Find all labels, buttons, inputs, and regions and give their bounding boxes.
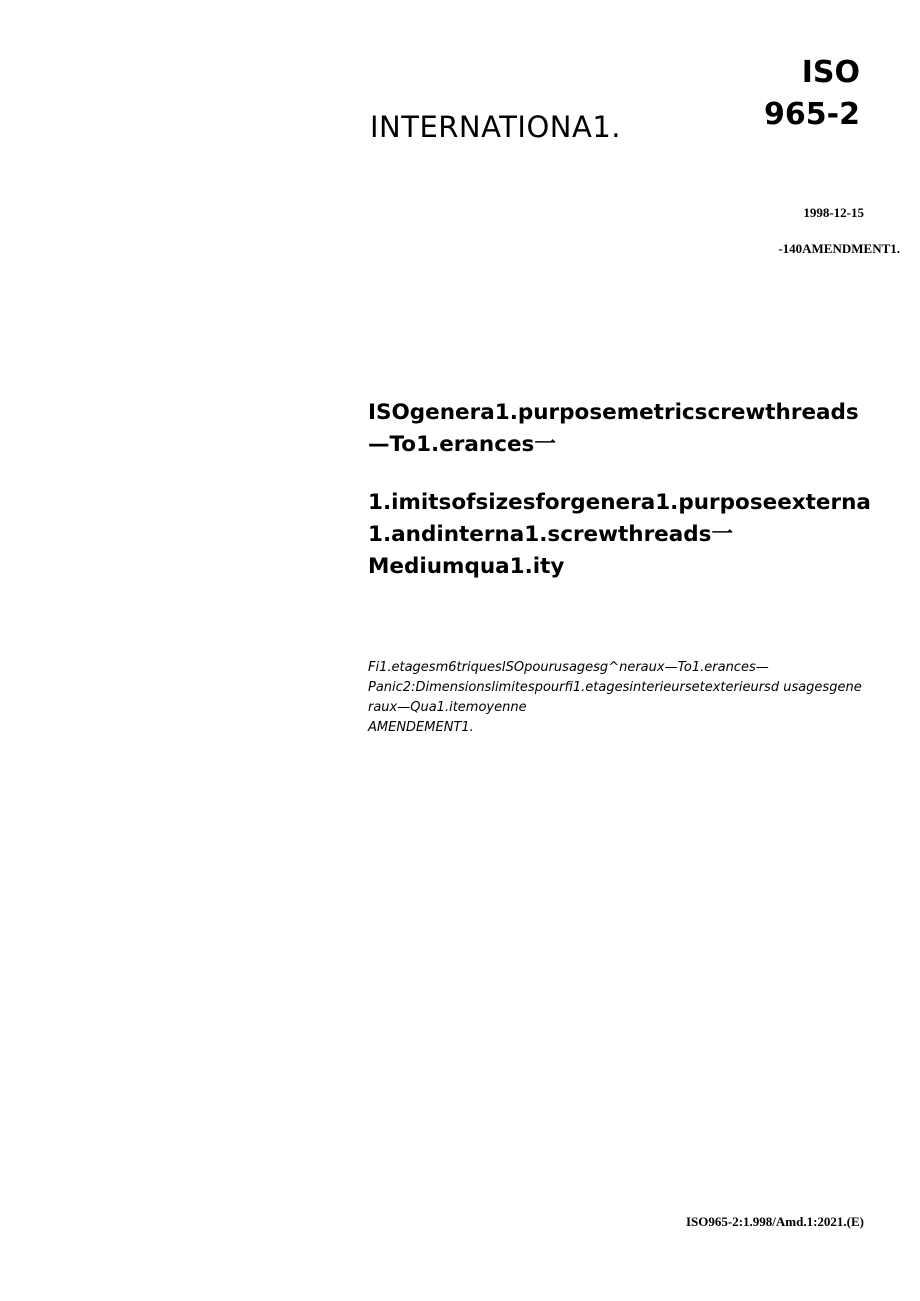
iso-prefix: ISO [801,55,860,90]
french-title [368,658,913,738]
title-line: 1.andinterna1.screwthreads一 [368,522,733,547]
french-title-line: raux—Qua1.itemoyenne [368,700,527,715]
title-line: 1.imitsofsizesforgenera1.purposeexterna [368,490,871,515]
publication-date: 1998-12-15 [803,205,864,220]
title-line: —To1.erances一 [368,432,556,457]
title-line: Mediumqua1.ity [368,554,565,579]
iso-designation [764,52,860,136]
standard-type-label: INTERNATIONA1. [370,110,622,144]
english-title [368,397,908,583]
document-reference: ISO965-2:1.998/Amd.1:2021.(E) [685,1214,864,1229]
french-title-line: Panic2:Dimensionslimitespourfi1.etagesinterieursetexterieursd usagesgene [368,680,862,695]
iso-number: 965-2 [764,97,860,132]
title-line: ISOgenera1.purposemetricscrewthreads [368,400,859,425]
french-title-line: Fi1.etagesm6triquesISOpourusagesg^neraux—To1.erances— [368,660,769,675]
french-amendment-label: AMENDEMENT1. [368,720,474,735]
amendment-label: -140AMENDMENT1. [778,241,900,256]
